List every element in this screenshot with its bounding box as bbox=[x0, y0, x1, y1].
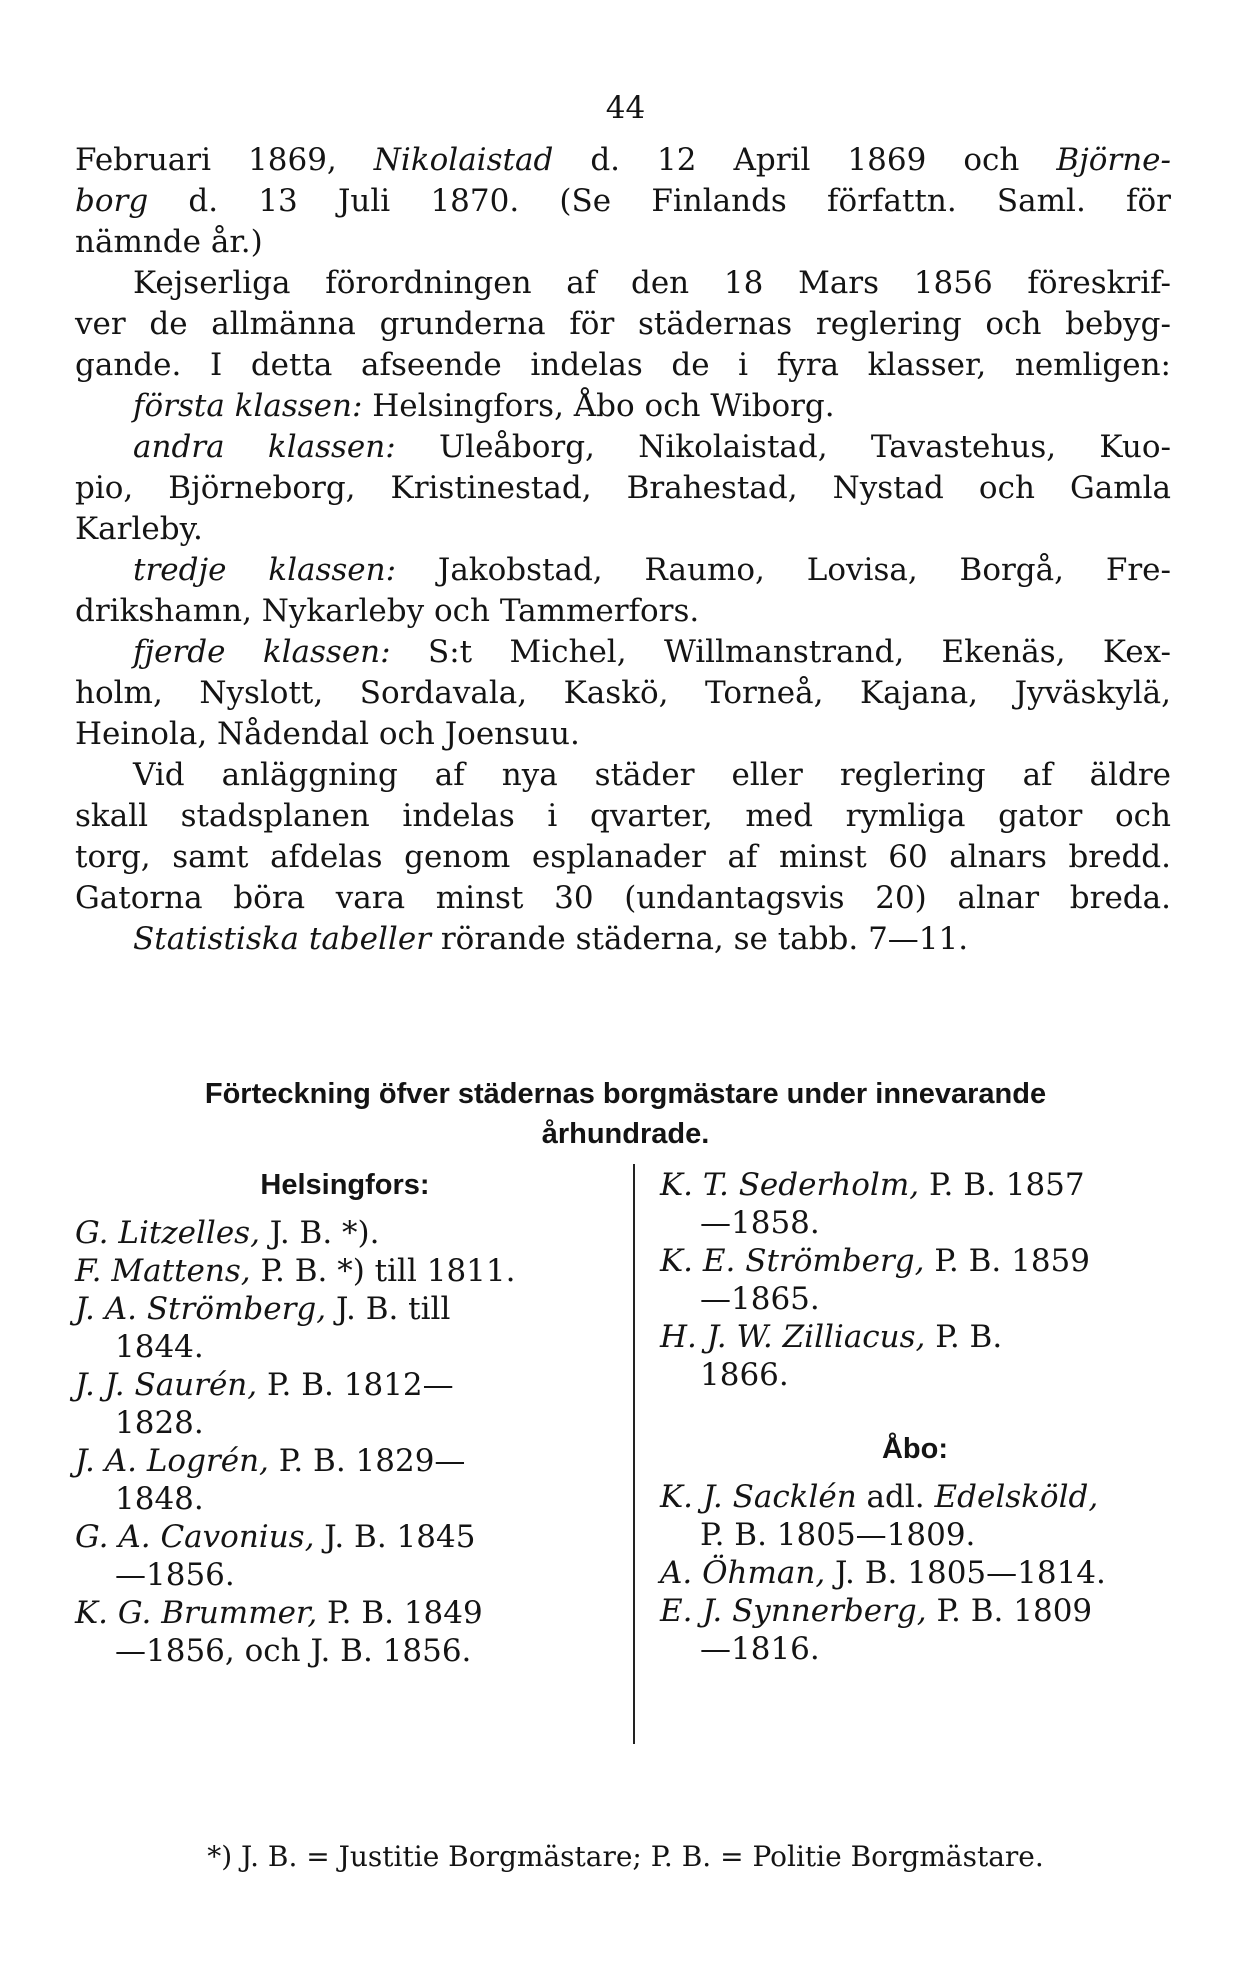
text-line: ver de allmänna grunderna för städernas reglering och bebyg- bbox=[75, 306, 1171, 342]
mayor-entry-line bbox=[75, 1632, 615, 1670]
mayor-entry-line bbox=[75, 1518, 615, 1556]
left-column bbox=[75, 1166, 615, 1670]
mayor-entry-line bbox=[75, 1404, 615, 1442]
mayor-entry-line bbox=[660, 1630, 1170, 1668]
class-towns: S:t Michel, Willmanstrand, Ekenäs, Kex- bbox=[390, 634, 1171, 670]
heading-line: Förteckning öfver städernas borgmästare under innevarande bbox=[204, 1078, 1047, 1110]
mayor-details: J. B. 1845 bbox=[314, 1519, 476, 1555]
text-line: Heinola, Nådendal och Joensuu. bbox=[75, 716, 580, 752]
class-label: första klassen: bbox=[133, 388, 363, 424]
mayor-entry-line bbox=[75, 1366, 615, 1404]
text-line: nämnde år.) bbox=[75, 224, 263, 260]
right-column bbox=[660, 1166, 1170, 1668]
mayor-entry-line bbox=[75, 1290, 615, 1328]
mayor-name: K. E. Strömberg, bbox=[660, 1243, 925, 1279]
mayor-details: P. B. 1812— bbox=[257, 1367, 454, 1403]
mayor-entry-line bbox=[660, 1516, 1170, 1554]
mayor-details: P. B. 1857 bbox=[919, 1167, 1085, 1203]
column-title-helsingfors: Helsingfors: bbox=[260, 1169, 430, 1201]
section-heading bbox=[0, 1074, 1251, 1154]
mayor-details: adl. bbox=[856, 1479, 935, 1515]
class-label: andra klassen: bbox=[133, 429, 396, 465]
text-line: skall stadsplanen indelas i qvarter, med rymliga gator och bbox=[75, 798, 1171, 834]
mayor-details: P. B. 1805—1809. bbox=[700, 1517, 976, 1553]
class-towns: Helsingfors, Åbo och Wiborg. bbox=[362, 388, 835, 424]
mayor-list bbox=[660, 1166, 1170, 1394]
paragraph-3 bbox=[75, 755, 1171, 960]
paragraph-2 bbox=[75, 263, 1171, 755]
place-name: Nikolaistad bbox=[373, 142, 554, 178]
mayor-details: J. B. 1805—1814. bbox=[825, 1555, 1106, 1591]
mayor-entry-line bbox=[75, 1480, 615, 1518]
text-line: pio, Björneborg, Kristinestad, Brahestad, Nystad och Gamla bbox=[75, 470, 1171, 506]
text-line: holm, Nyslott, Sordavala, Kaskö, Torneå, Kajana, Jyväskylä, bbox=[75, 675, 1171, 711]
text-line: Karleby. bbox=[75, 511, 203, 547]
mayor-details: —1865. bbox=[700, 1281, 820, 1317]
mayor-details: P. B. 1849 bbox=[317, 1595, 483, 1631]
mayor-entry-line bbox=[660, 1242, 1170, 1280]
text-line: Kejserliga förordningen af den 18 Mars 1856 föreskrif- bbox=[133, 265, 1171, 301]
text-span: rörande städerna, se tabb. 7—11. bbox=[430, 921, 969, 957]
mayor-name: A. Öhman, bbox=[660, 1555, 826, 1591]
mayor-name: F. Mattens, bbox=[75, 1253, 251, 1289]
class-1-line bbox=[75, 386, 1171, 427]
mayor-details: 1844. bbox=[115, 1329, 204, 1365]
mayor-details: P. B. 1829— bbox=[268, 1443, 466, 1479]
mayor-details: 1828. bbox=[115, 1405, 204, 1441]
text-line: Gatorna böra vara minst 30 (undantagsvis 20) alnar breda. bbox=[75, 880, 1171, 916]
mayor-entry-line bbox=[660, 1592, 1170, 1630]
mayor-name: J. A. Logrén, bbox=[75, 1443, 269, 1479]
class-3-line bbox=[75, 550, 1171, 591]
heading-line: århundrade. bbox=[541, 1118, 710, 1150]
place-name: Björne- bbox=[1056, 142, 1171, 178]
mayor-name: K. J. Sacklén bbox=[660, 1479, 857, 1515]
text-span: d. 12 April 1869 och bbox=[553, 142, 1057, 178]
mayor-details: P. B. 1859 bbox=[924, 1243, 1091, 1279]
class-towns: Jakobstad, Raumo, Lovisa, Borgå, Fre- bbox=[396, 552, 1171, 588]
mayor-entry-line bbox=[75, 1594, 615, 1632]
class-label: fjerde klassen: bbox=[133, 634, 391, 670]
mayor-entry-line bbox=[75, 1442, 615, 1480]
mayor-entry-line bbox=[660, 1356, 1170, 1394]
text-line: torg, samt afdelas genom esplanader af minst 60 alnars bredd. bbox=[75, 839, 1171, 875]
column-divider bbox=[633, 1164, 635, 1744]
mayor-entry-line bbox=[660, 1280, 1170, 1318]
mayor-details: 1848. bbox=[115, 1481, 204, 1517]
mayor-name: J. A. Strömberg, bbox=[75, 1291, 327, 1327]
mayor-details: 1866. bbox=[700, 1357, 789, 1393]
class-label: tredje klassen: bbox=[133, 552, 397, 588]
mayor-name: K. G. Brummer, bbox=[75, 1595, 318, 1631]
place-name: borg bbox=[75, 183, 149, 219]
mayor-name: K. T. Sederholm, bbox=[660, 1167, 920, 1203]
main-text bbox=[75, 140, 1171, 960]
mayor-entry-line bbox=[660, 1554, 1170, 1592]
class-2-line bbox=[75, 427, 1171, 468]
mayor-name: G. Litzelles, bbox=[75, 1215, 260, 1251]
text-line bbox=[75, 140, 1171, 181]
mayor-entry-line bbox=[75, 1252, 615, 1290]
mayor-entry-line bbox=[75, 1328, 615, 1366]
mayor-list bbox=[660, 1478, 1170, 1668]
column-title-abo: Åbo: bbox=[881, 1433, 949, 1465]
mayor-entry-line bbox=[660, 1204, 1170, 1242]
mayor-details: —1856. bbox=[115, 1557, 235, 1593]
mayor-details: —1856, och J. B. 1856. bbox=[115, 1633, 472, 1669]
mayor-details: J. B. *). bbox=[259, 1215, 380, 1251]
text-line: Vid anläggning af nya städer eller reglering af äldre bbox=[133, 757, 1171, 793]
class-4-line bbox=[75, 632, 1171, 673]
text-line: drikshamn, Nykarleby och Tammerfors. bbox=[75, 593, 700, 629]
mayor-details: P. B. *) till 1811. bbox=[250, 1253, 516, 1289]
mayor-entry-line bbox=[660, 1478, 1170, 1516]
page-number: 44 bbox=[605, 90, 646, 126]
mayor-details: P. B. bbox=[925, 1319, 1003, 1355]
statistics-line bbox=[75, 919, 1171, 960]
mayor-details: —1816. bbox=[700, 1631, 820, 1667]
paragraph-1 bbox=[75, 140, 1171, 263]
text-line: gande. I detta afseende indelas de i fyra klasser, nemligen: bbox=[75, 347, 1171, 383]
mayor-entry-line bbox=[75, 1214, 615, 1252]
mayor-entry-line bbox=[660, 1318, 1170, 1356]
text-span: d. 13 Juli 1870. (Se Finlands författn. Saml. för bbox=[148, 183, 1171, 219]
footnote: *) J. B. = Justitie Borgmästare; P. B. = Politie Borgmästare. bbox=[207, 1840, 1044, 1873]
mayor-name: J. J. Saurén, bbox=[75, 1367, 258, 1403]
text-line bbox=[75, 181, 1171, 222]
mayor-name: Edelsköld, bbox=[934, 1479, 1099, 1515]
mayor-name: H. J. W. Zilliacus, bbox=[660, 1319, 926, 1355]
mayor-details: P. B. 1809 bbox=[926, 1593, 1093, 1629]
class-towns: Uleåborg, Nikolaistad, Tavastehus, Kuo- bbox=[395, 429, 1172, 465]
mayor-details: —1858. bbox=[700, 1205, 820, 1241]
statistics-label: Statistiska tabeller bbox=[133, 921, 431, 957]
mayor-list bbox=[75, 1214, 615, 1670]
mayor-name: G. A. Cavonius, bbox=[75, 1519, 315, 1555]
mayor-details: J. B. till bbox=[326, 1291, 451, 1327]
mayor-entry-line bbox=[660, 1166, 1170, 1204]
mayor-name: E. J. Synnerberg, bbox=[660, 1593, 927, 1629]
text-span: Februari 1869, bbox=[75, 142, 374, 178]
mayor-entry-line bbox=[75, 1556, 615, 1594]
